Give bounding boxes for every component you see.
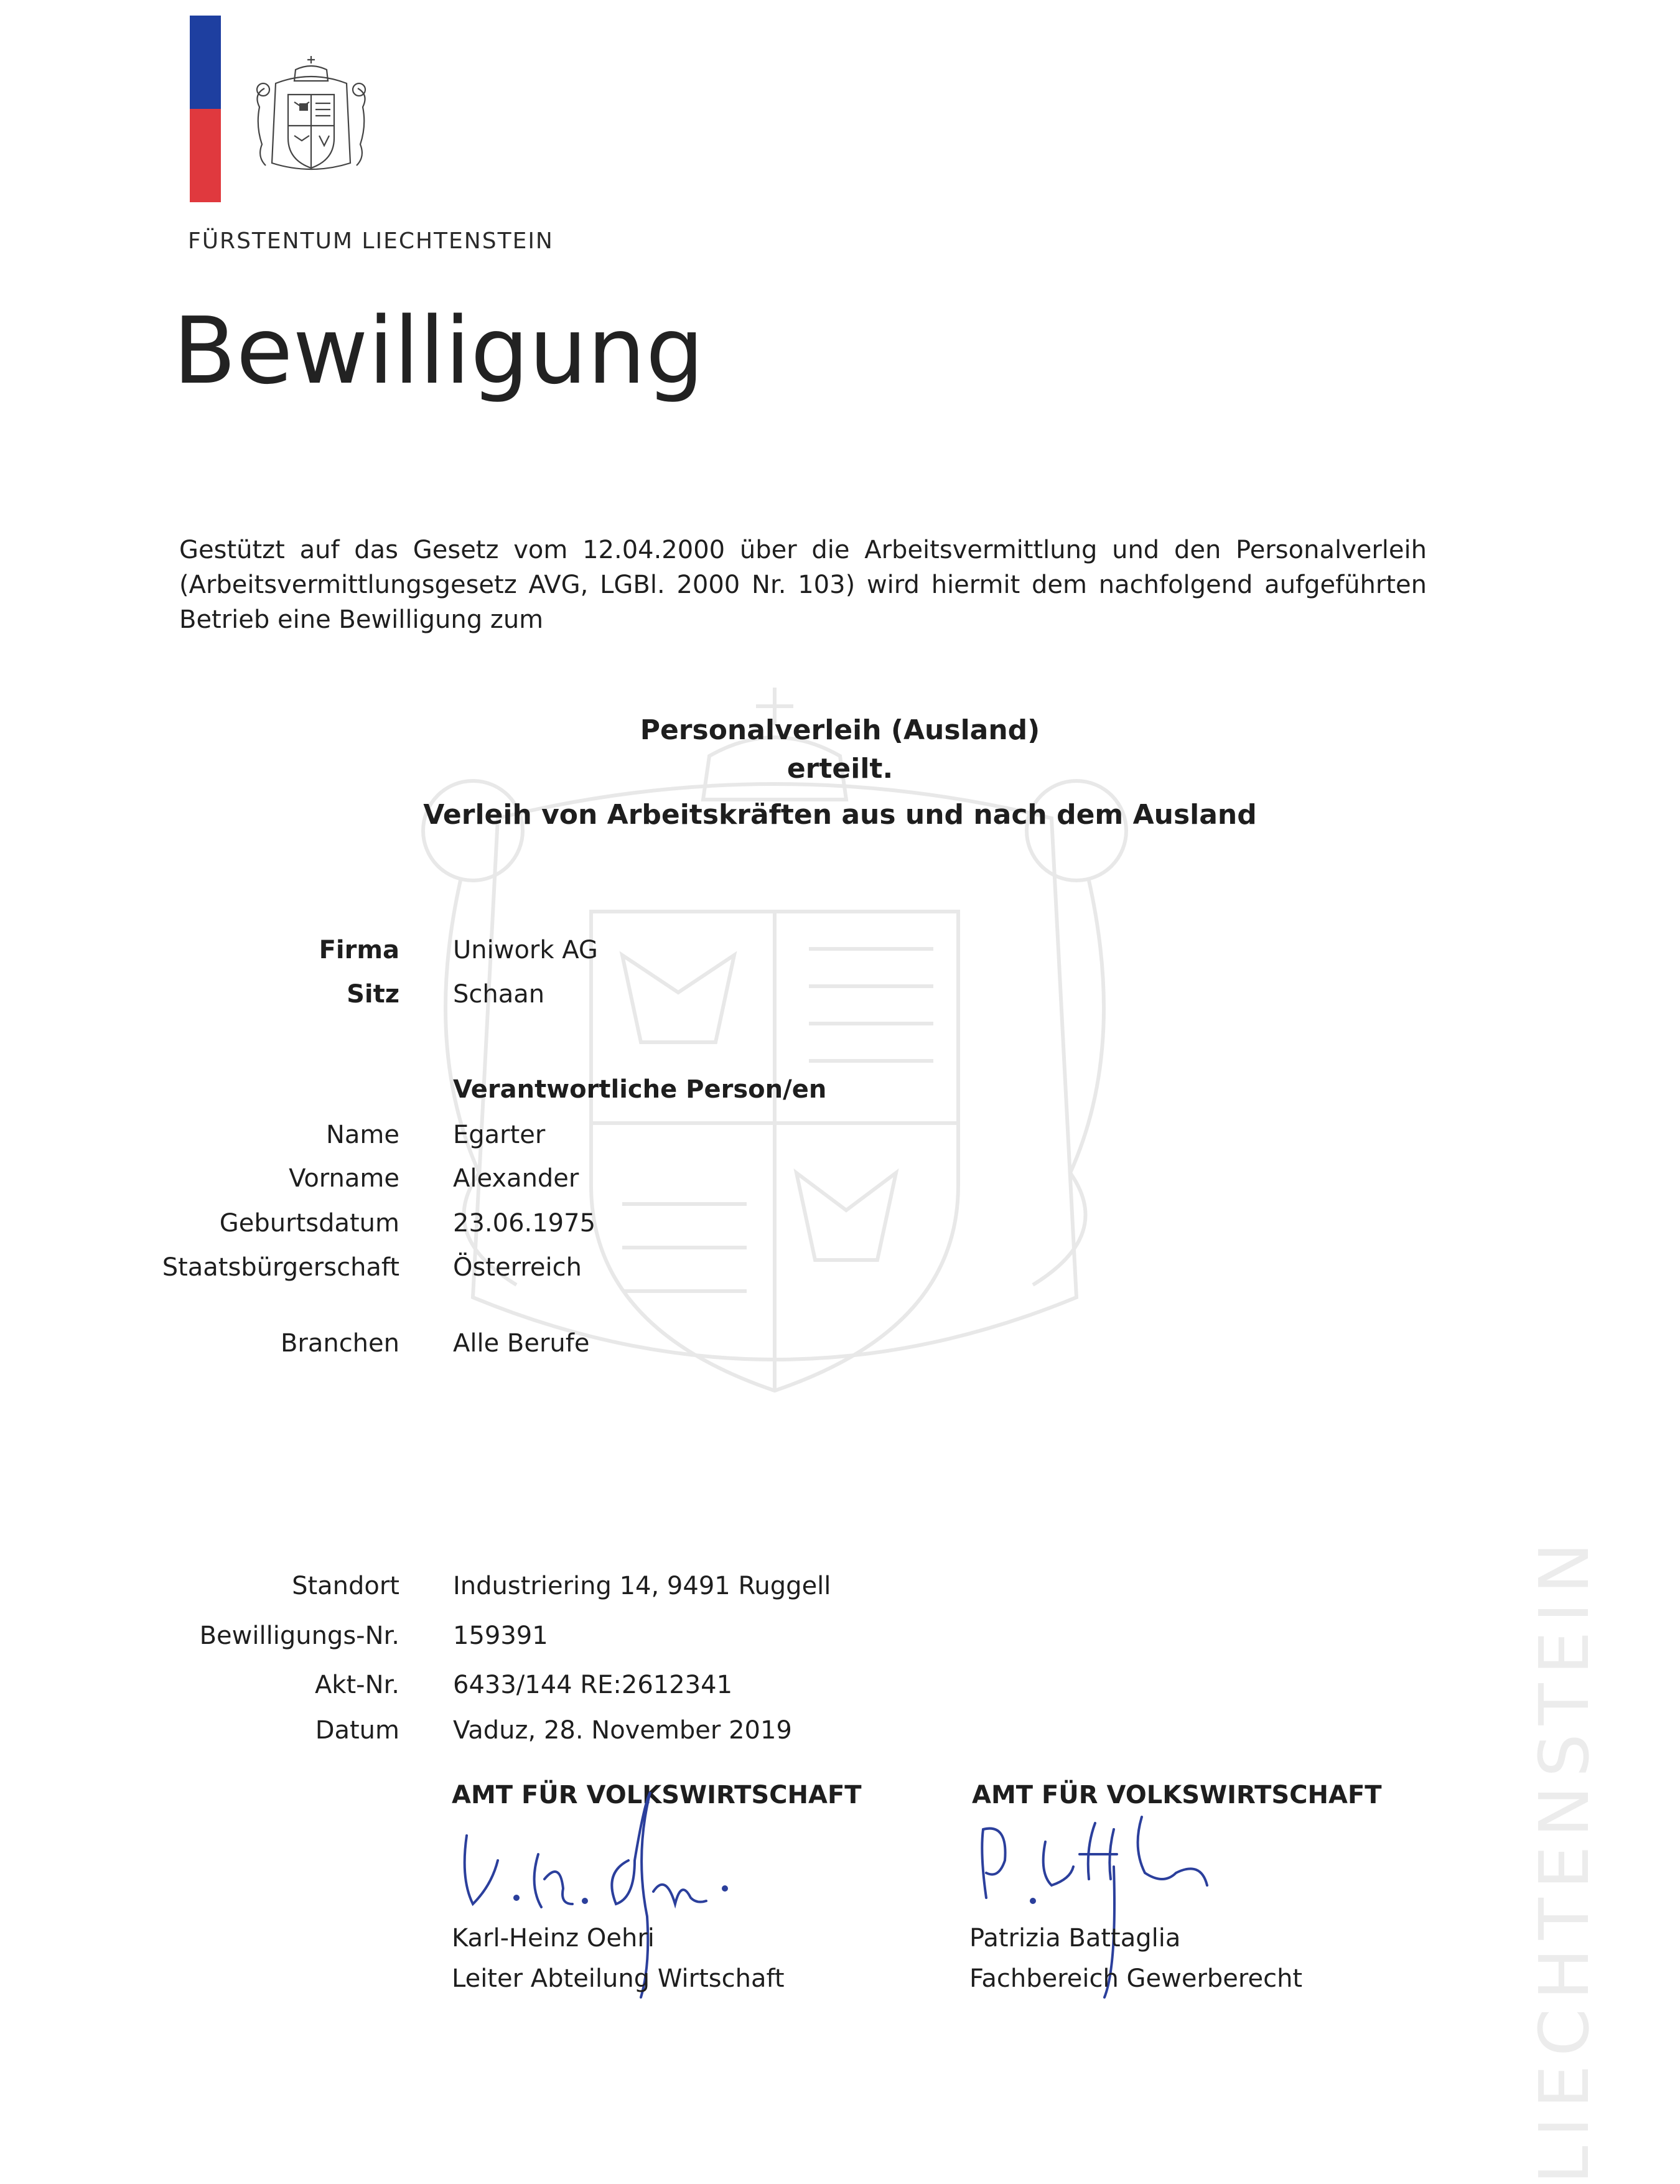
side-watermark-text: LIECHTENSTEIN bbox=[1524, 1534, 1604, 2184]
akt-nr-label: Akt-Nr. bbox=[314, 1671, 399, 1699]
name-value: Egarter bbox=[453, 1121, 546, 1149]
document-title: Bewilligung bbox=[173, 297, 704, 404]
signature-office-1: AMT FÜR VOLKSWIRTSCHAFT bbox=[452, 1781, 862, 1809]
staatsbuergerschaft-label: Staatsbürgerschaft bbox=[162, 1253, 399, 1282]
standort-value: Industriering 14, 9491 Ruggell bbox=[453, 1572, 831, 1600]
signature-name-2: Patrizia Battaglia bbox=[969, 1924, 1181, 1953]
geburtsdatum-label: Geburtsdatum bbox=[219, 1209, 399, 1238]
branchen-label: Branchen bbox=[280, 1329, 399, 1358]
sitz-value: Schaan bbox=[453, 980, 545, 1009]
granted-text: erteilt. bbox=[786, 753, 894, 785]
responsible-heading: Verantwortliche Person/en bbox=[453, 1075, 827, 1104]
datum-value: Vaduz, 28. November 2019 bbox=[453, 1716, 792, 1745]
bewilligungs-nr-label: Bewilligungs-Nr. bbox=[199, 1622, 399, 1650]
vorname-label: Vorname bbox=[289, 1164, 399, 1193]
standort-label: Standort bbox=[292, 1572, 399, 1600]
permit-description: Verleih von Arbeitskräften aus und nach dem Ausland bbox=[423, 799, 1257, 831]
state-name: FÜRSTENTUM LIECHTENSTEIN bbox=[188, 228, 554, 254]
permit-type: Personalverleih (Ausland) bbox=[640, 714, 1040, 746]
flag-red-stripe bbox=[190, 109, 221, 202]
staatsbuergerschaft-value: Österreich bbox=[453, 1253, 582, 1282]
geburtsdatum-value: 23.06.1975 bbox=[453, 1209, 596, 1238]
signature-name-1: Karl-Heinz Oehri bbox=[452, 1924, 655, 1953]
firma-label: Firma bbox=[319, 936, 399, 964]
signature-role-1: Leiter Abteilung Wirtschaft bbox=[452, 1964, 785, 1993]
name-label: Name bbox=[325, 1121, 399, 1149]
akt-nr-value: 6433/144 RE:2612341 bbox=[453, 1671, 733, 1699]
signature-role-2: Fachbereich Gewerberecht bbox=[969, 1964, 1303, 1993]
sitz-label: Sitz bbox=[347, 980, 399, 1009]
intro-paragraph: Gestützt auf das Gesetz vom 12.04.2000 über die Arbeitsvermittlung und den Personalverleih (Arbeitsvermittlungsgesetz AVG, LGBl. 2000 Nr. 103) wird hiermit dem nachfolgend aufgeführten Betrieb eine Bewilligung zum bbox=[179, 536, 1427, 634]
signature-office-2: AMT FÜR VOLKSWIRTSCHAFT bbox=[972, 1781, 1382, 1809]
datum-label: Datum bbox=[315, 1716, 399, 1745]
vorname-value: Alexander bbox=[453, 1164, 579, 1193]
coat-of-arms-icon bbox=[246, 51, 376, 194]
firma-value: Uniwork AG bbox=[453, 936, 598, 964]
flag-blue-stripe bbox=[190, 16, 221, 109]
branchen-value: Alle Berufe bbox=[453, 1329, 590, 1358]
bewilligungs-nr-value: 159391 bbox=[453, 1622, 548, 1650]
